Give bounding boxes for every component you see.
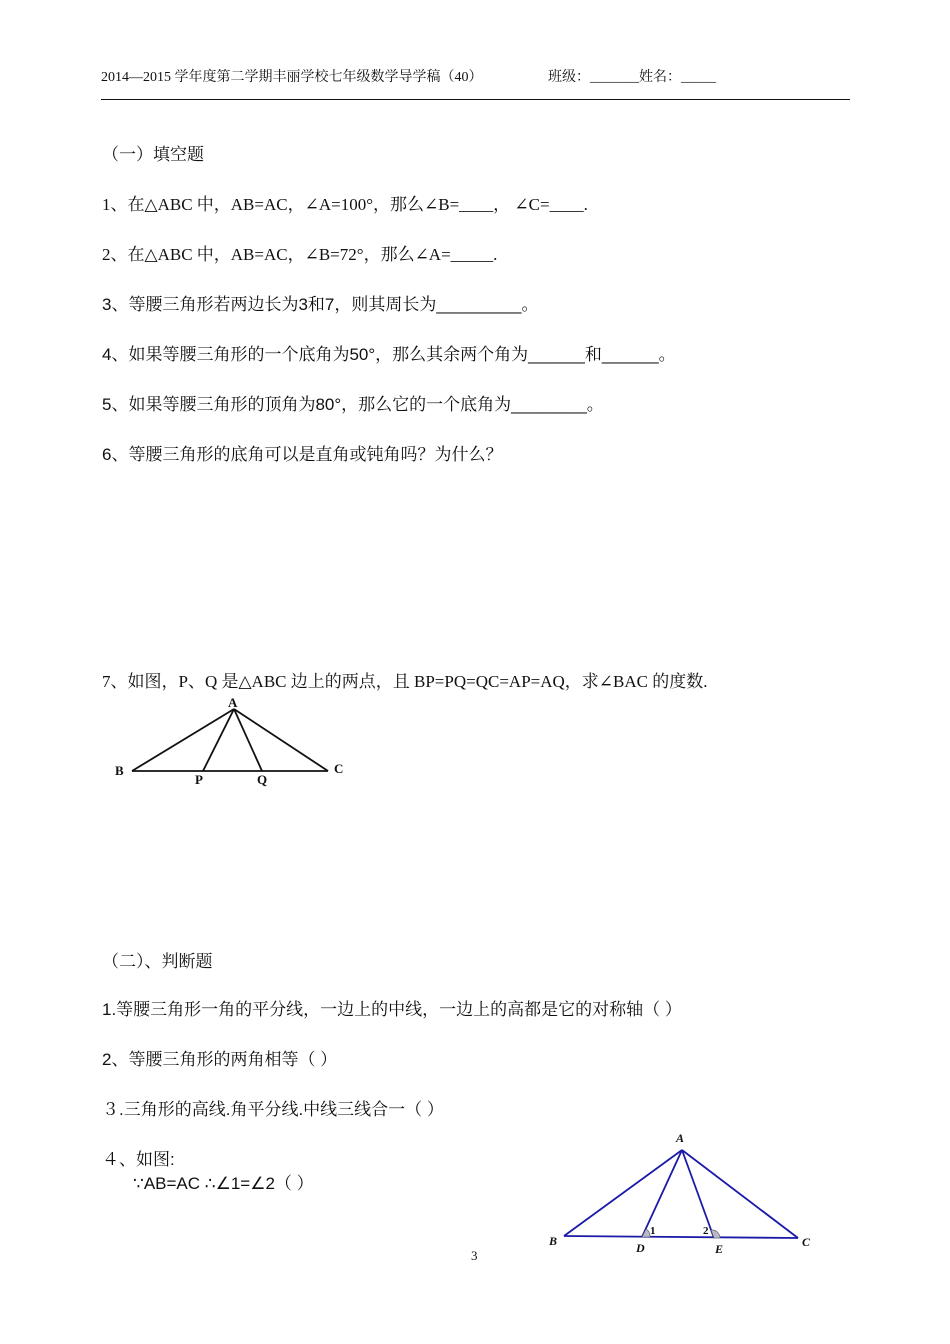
label-a: A: [228, 695, 238, 710]
section2-title: （二）、判断题: [102, 952, 213, 971]
label-p: P: [195, 772, 203, 787]
label-angle-1: 1: [650, 1225, 656, 1237]
question-2: 2、在△ABC 中，AB=AC，∠B=72°，那么∠A=_____.: [102, 245, 498, 264]
judge-question-4-heading: ４、如图:: [102, 1150, 175, 1169]
side-ab: [564, 1150, 682, 1236]
question-4: 4、如果等腰三角形的一个底角为50°，那么其余两个角为______和______。: [102, 345, 676, 364]
header-title: 2014—2015 学年度第二学期丰丽学校七年级数学导学稿（40）: [101, 70, 483, 85]
page-number: 3: [471, 1248, 478, 1263]
judge-question-3: ３.三角形的高线.角平分线.中线三线合一（ ）: [102, 1100, 444, 1119]
label-b: B: [115, 763, 124, 778]
label-c: C: [334, 761, 344, 776]
question-7: 7、如图，P、Q 是△ABC 边上的两点，且 BP=PQ=QC=AP=AQ，求∠BAC 的度数.: [102, 672, 708, 691]
triangle-figure-bpq: [110, 695, 360, 795]
label-q: Q: [257, 772, 268, 787]
label-c: C: [802, 1235, 811, 1249]
question-1: 1、在△ABC 中，AB=AC，∠A=100°，那么∠B=____， ∠C=____.: [102, 195, 588, 214]
triangle-figure-abc-de: [540, 1128, 820, 1258]
label-b: B: [549, 1234, 558, 1248]
question-5: 5、如果等腰三角形的顶角为80°，那么它的一个底角为________。: [102, 395, 604, 414]
label-a: A: [676, 1131, 685, 1145]
section1-title: （一）填空题: [102, 145, 204, 164]
header-rule: [101, 99, 850, 100]
judge-question-4-statement: ∵AB=AC ∴∠1=∠2（ ）: [133, 1174, 314, 1193]
question-6: 6、等腰三角形的底角可以是直角或钝角吗？为什么？: [102, 445, 503, 464]
side-bc: [564, 1236, 798, 1238]
label-d: D: [636, 1241, 645, 1255]
header-class-name-field: 班级：_______姓名：_____: [548, 70, 716, 85]
label-angle-2: 2: [703, 1225, 709, 1237]
segment-ad: [642, 1150, 682, 1237]
label-e: E: [715, 1242, 724, 1256]
judge-question-1: 1.等腰三角形一角的平分线，一边上的中线，一边上的高都是它的对称轴（ ）: [102, 1000, 682, 1019]
question-3: 3、等腰三角形若两边长为3和7，则其周长为_________。: [102, 295, 539, 314]
side-ac: [682, 1150, 798, 1238]
judge-question-2: 2、等腰三角形的两角相等（ ）: [102, 1050, 338, 1069]
